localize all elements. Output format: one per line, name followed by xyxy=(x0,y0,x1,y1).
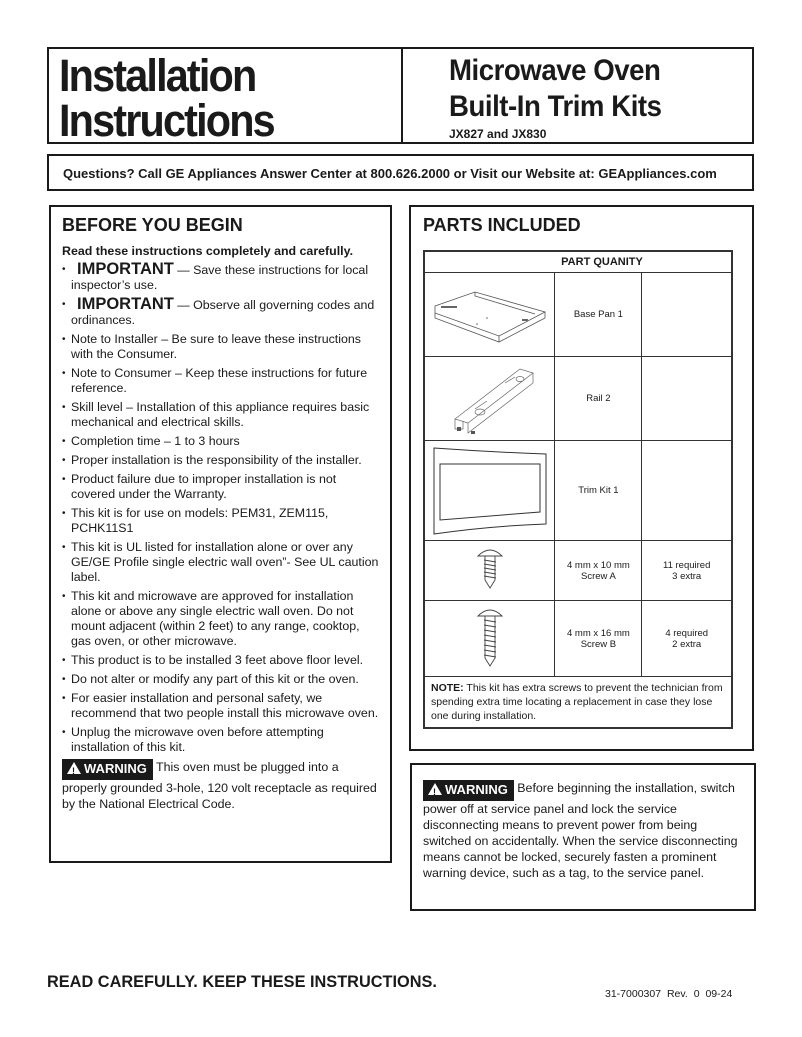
warning-label: WARNING xyxy=(445,782,508,797)
header-title-box xyxy=(47,47,403,144)
warning-label: WARNING xyxy=(84,761,147,776)
read-carefully-footer: READ CAREFULLY. KEEP THESE INSTRUCTIONS. xyxy=(47,972,437,991)
important-text: — Observe all governing codes and ordinances. xyxy=(71,298,375,327)
before-you-begin-section xyxy=(49,205,392,863)
list-item: • For easier installation and personal safety, we recommend that two people install this microwave oven. xyxy=(62,691,380,721)
parts-note xyxy=(424,677,732,729)
list-item: • Do not alter or modify any part of this kit or the oven. xyxy=(62,672,380,687)
table-row xyxy=(424,273,732,357)
part-label: Screw B xyxy=(580,638,617,650)
warning-triangle-icon xyxy=(67,762,81,774)
part-name: Base Pan 1 xyxy=(555,273,642,357)
part-qty xyxy=(642,541,732,601)
section-subheading: Read these instructions completely and carefully. xyxy=(62,244,354,258)
list-item xyxy=(62,297,380,328)
rail-icon xyxy=(424,357,555,441)
part-name xyxy=(555,541,642,601)
part-qty xyxy=(642,357,732,441)
qty-extra: 3 extra xyxy=(672,570,702,582)
table-row xyxy=(424,601,732,677)
model-numbers: JX827 and JX830 xyxy=(449,127,547,141)
part-size: 4 mm x 10 mm xyxy=(567,559,630,571)
list-item: • Skill level – Installation of this appliance requires basic mechanical and electrical skills. xyxy=(62,400,380,430)
part-label: Screw A xyxy=(580,570,616,582)
list-item: • This kit is for use on models: PEM31, ZEM115, PCHK11S1 xyxy=(62,506,380,536)
part-name xyxy=(555,601,642,677)
list-item: • Unplug the microwave oven before attempting installation of this kit. xyxy=(62,725,380,755)
warning-text: Before beginning the installation, switch power off at service panel and lock the service disconnecting means to prevent power from being switched on accidentally. When the service disconnecting means cannot be locked, securely fasten a prominent warning device, such as a tag, to the service panel. xyxy=(423,781,738,880)
table-row xyxy=(424,441,732,541)
table-header-row xyxy=(424,251,732,273)
screw-b-icon xyxy=(424,601,555,677)
table-header: PART QUANITY xyxy=(424,251,732,273)
note-text: This kit has extra screws to prevent the technician from spending extra time locating a replacement in case they lose one during installation. xyxy=(431,682,723,722)
parts-table xyxy=(423,250,733,729)
list-item: • This product is to be installed 3 feet above floor level. xyxy=(62,653,380,668)
plug-warning xyxy=(62,759,380,812)
list-item: • Product failure due to improper installation is not covered under the Warranty. xyxy=(62,472,380,502)
product-title xyxy=(449,53,662,125)
list-item: • Note to Installer – Be sure to leave these instructions with the Consumer. xyxy=(62,332,380,362)
page-title xyxy=(59,50,274,146)
part-size: 4 mm x 16 mm xyxy=(567,627,630,639)
document-code: 31-7000307 Rev. 0 09-24 xyxy=(605,988,733,1000)
important-label: IMPORTANT xyxy=(77,295,174,313)
list-item: • This kit and microwave are approved for installation alone or above any single electric wall oven. Do not mount adjacent (within 2 feet) to any range, cooktop, gas oven, or other microwave. xyxy=(62,589,380,649)
questions-banner: Questions? Call GE Appliances Answer Center at 800.626.2000 or Visit our Website at: GEAppliances.com xyxy=(47,154,754,191)
table-row xyxy=(424,357,732,441)
service-warning-box xyxy=(410,763,756,911)
section-title: PARTS INCLUDED xyxy=(423,215,581,235)
title-line-1: Installation xyxy=(59,50,256,101)
important-label: IMPORTANT xyxy=(77,260,174,278)
table-row xyxy=(424,541,732,601)
parts-included-section xyxy=(409,205,754,751)
product-line-2: Built-In Trim Kits xyxy=(449,90,662,123)
list-item: • This kit is UL listed for installation alone or over any GE/GE Profile single electric wall oven”- See UL caution label. xyxy=(62,540,380,585)
header-product-box xyxy=(401,47,754,144)
part-qty xyxy=(642,273,732,357)
qty-extra: 2 extra xyxy=(672,638,702,650)
service-warning xyxy=(423,780,744,881)
title-line-2: Instructions xyxy=(59,95,274,146)
instruction-list xyxy=(62,262,380,755)
warning-triangle-icon xyxy=(428,783,442,795)
list-item: • Proper installation is the responsibility of the installer. xyxy=(62,453,380,468)
note-row xyxy=(424,677,732,729)
list-item: • Note to Consumer – Keep these instructions for future reference. xyxy=(62,366,380,396)
trim-kit-icon xyxy=(424,441,555,541)
qty-required: 4 required xyxy=(665,627,709,639)
warning-text: This oven must be plugged into a properly grounded 3-hole, 120 volt receptacle as required by the National Electrical Code. xyxy=(62,760,377,811)
base-pan-icon xyxy=(424,273,555,357)
part-qty xyxy=(642,441,732,541)
product-line-1: Microwave Oven xyxy=(449,54,661,87)
note-label: NOTE: xyxy=(431,682,464,694)
section-title: BEFORE YOU BEGIN xyxy=(62,215,243,235)
important-text: — Save these instructions for local inspector’s use. xyxy=(71,263,369,292)
part-name: Trim Kit 1 xyxy=(555,441,642,541)
list-item: • Completion time – 1 to 3 hours xyxy=(62,434,380,449)
part-name: Rail 2 xyxy=(555,357,642,441)
part-qty xyxy=(642,601,732,677)
warning-badge xyxy=(423,780,514,801)
warning-badge xyxy=(62,759,153,780)
screw-a-icon xyxy=(424,541,555,601)
list-item xyxy=(62,262,380,293)
qty-required: 11 required xyxy=(663,559,711,571)
